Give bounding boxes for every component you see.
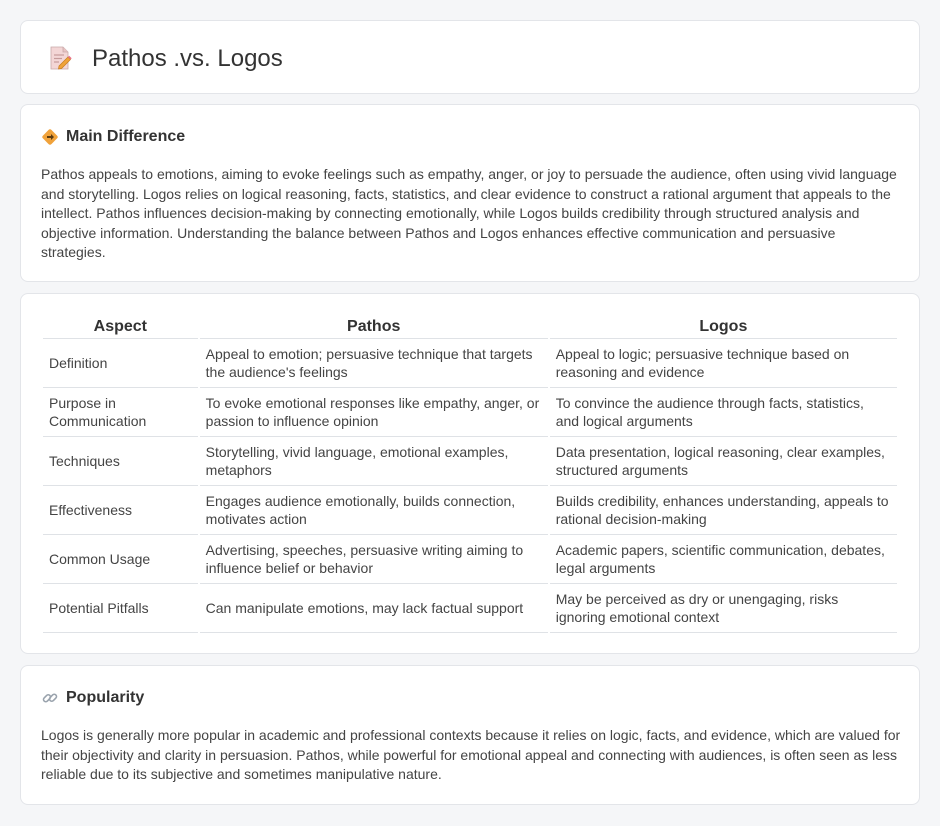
aspect-cell: Definition bbox=[43, 339, 198, 388]
diamond-signpost-icon bbox=[41, 128, 59, 146]
link-icon bbox=[41, 689, 59, 707]
table-header-row bbox=[43, 315, 897, 339]
table-row bbox=[43, 437, 897, 486]
table-row bbox=[43, 486, 897, 535]
logos-cell: Appeal to logic; persuasive technique based on reasoning and evidence bbox=[550, 339, 897, 388]
popularity-card bbox=[20, 665, 920, 805]
main-difference-title: Main Difference bbox=[66, 128, 186, 145]
pathos-cell: Engages audience emotionally, builds connection, motivates action bbox=[200, 486, 548, 535]
main-difference-text: Pathos appeals to emotions, aiming to evoke feelings such as empathy, anger, or joy to persuade the audience, often using vivid language and storytelling. Logos relies on logical reasoning, facts, statistics, and clear evidence to construct a rational argument that appeals to the intellect. Pathos influences decision-making by connecting emotionally, while Logos builds credibility through structured analysis and objective information. Understanding the balance between Pathos and Logos enhances effective communication and persuasive strategies. bbox=[41, 166, 897, 261]
comparison-table bbox=[41, 315, 899, 633]
main-difference-card bbox=[20, 104, 920, 282]
page-title: Pathos .vs. Logos bbox=[92, 45, 283, 72]
header-aspect: Aspect bbox=[43, 315, 198, 339]
logos-cell: Academic papers, scientific communication, debates, legal arguments bbox=[550, 535, 897, 584]
pathos-cell: Appeal to emotion; persuasive technique that targets the audience's feelings bbox=[200, 339, 548, 388]
logos-cell: May be perceived as dry or unengaging, risks ignoring emotional context bbox=[550, 584, 897, 633]
aspect-cell: Techniques bbox=[43, 437, 198, 486]
logos-cell: Builds credibility, enhances understanding, appeals to rational decision-making bbox=[550, 486, 897, 535]
pathos-cell: To evoke emotional responses like empathy, anger, or passion to influence opinion bbox=[200, 388, 548, 437]
popularity-text: Logos is generally more popular in academic and professional contexts because it relies on logic, facts, and evidence, which are valued for their objectivity and clarity in persuasion. Pathos, while powerful for emotional appeal and connecting with audiences, is often seen as less reliable due to its subjective and sometimes manipulative nature. bbox=[41, 727, 901, 783]
main-difference-heading bbox=[41, 127, 185, 147]
table-row bbox=[43, 584, 897, 633]
pathos-cell: Storytelling, vivid language, emotional examples, metaphors bbox=[200, 437, 548, 486]
aspect-cell: Purpose in Communication bbox=[43, 388, 198, 437]
document-edit-icon bbox=[47, 45, 73, 71]
pathos-cell: Can manipulate emotions, may lack factual support bbox=[200, 584, 548, 633]
logos-cell: Data presentation, logical reasoning, clear examples, structured arguments bbox=[550, 437, 897, 486]
header-card bbox=[20, 20, 920, 94]
table-row bbox=[43, 535, 897, 584]
aspect-cell: Effectiveness bbox=[43, 486, 198, 535]
comparison-card bbox=[20, 293, 920, 654]
pathos-cell: Advertising, speeches, persuasive writing aiming to influence belief or behavior bbox=[200, 535, 548, 584]
table-row bbox=[43, 339, 897, 388]
popularity-heading bbox=[41, 688, 144, 708]
table-row bbox=[43, 388, 897, 437]
logos-cell: To convince the audience through facts, statistics, and logical arguments bbox=[550, 388, 897, 437]
aspect-cell: Common Usage bbox=[43, 535, 198, 584]
header-logos: Logos bbox=[550, 315, 897, 339]
header-pathos: Pathos bbox=[200, 315, 548, 339]
popularity-title: Popularity bbox=[66, 689, 145, 706]
aspect-cell: Potential Pitfalls bbox=[43, 584, 198, 633]
